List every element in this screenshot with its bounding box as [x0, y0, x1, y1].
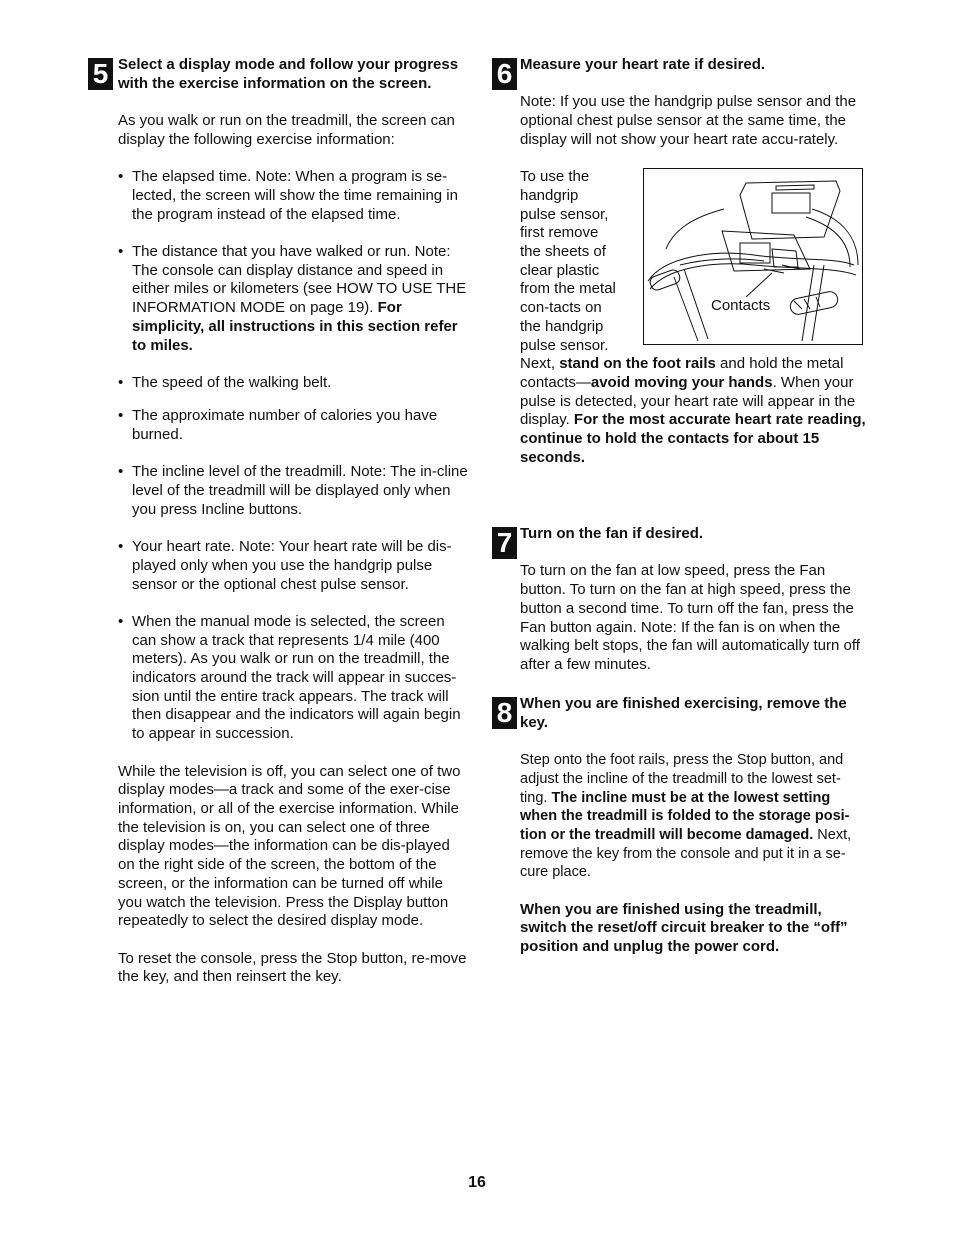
step-6-use-intro: To use the handgrip pulse sensor, first remove the sheets of clear plastic from the metal con-tacts on the handgrip pulse sensor. — [520, 168, 616, 354]
step-number-6: 6 — [492, 58, 517, 90]
step-number-8: 8 — [492, 697, 517, 729]
list-item: • When the manual mode is selected, the screen can show a track that represents 1/4 mile (400 meters). As you walk or run on the treadmill, the indicators around the track will appear in succes-sion until the entire track appears. The track will then disappear and the indicators will again begin to appear in succession. — [118, 612, 461, 743]
list-item: • The elapsed time. Note: When a program is se-lected, the screen will show the time remaining in the program instead of the elapsed time. — [118, 168, 458, 223]
list-item: • The distance that you have walked or run. Note: The console can display distance and speed in either miles or kilometers (see HOW TO USE THE INFORMATION MODE on page 19). For simplicity, all instructions in this section refer to miles. — [118, 242, 467, 354]
handgrip-figure-block — [520, 168, 870, 355]
display-modes-paragraph: While the television is off, you can select one of two display modes—a track and some of the exer-cise information, or all of the exercise information. While the television is on, you can select one of three display modes—the information can be dis-played on the right side of the screen, the bottom of the screen, or the information can be turned off while you watch the television. Press the Display button repeatedly to select the desired display mode. — [118, 762, 461, 930]
step-6-next-paragraph: Next, stand on the foot rails and hold the metal contacts—avoid moving your hands. When your pulse is detected, your heart rate will appear in the display. For the most accurate heart rate reading, continue to hold the contacts for about 15 seconds. — [520, 355, 866, 466]
list-item: • The approximate number of calories you have burned. — [118, 407, 438, 443]
step-7-heading: Turn on the fan if desired. — [520, 525, 704, 542]
step-number-7: 7 — [492, 527, 517, 559]
step-6-note: Note: If you use the handgrip pulse sensor and the optional chest pulse sensor at the same time, the display will not show your heart rate accu-rately. — [520, 93, 857, 148]
treadmill-console-illustration — [644, 169, 862, 344]
step-5-section — [118, 56, 468, 987]
list-item: • The speed of the walking belt. — [118, 373, 332, 391]
step-7-body: To turn on the fan at low speed, press the Fan button. To turn on the fan at high speed, press the button a second time. To turn off the fan, press the Fan button again. Note: If the fan is on when the walking belt stops, the fan will automatically turn off after a few minutes. — [520, 562, 860, 673]
handgrip-pulse-sensor-figure — [643, 168, 863, 345]
list-item: • Your heart rate. Note: Your heart rate will be dis-played only when you use the handgrip pulse sensor or the optional chest pulse sensor. — [118, 538, 452, 593]
step-8-heading: When you are finished exercising, remove the key. — [520, 695, 847, 731]
step-8-body: Step onto the foot rails, press the Stop button, and adjust the incline of the treadmill to the lowest set-ting. The incline must be at the lowest setting when the treadmill is folded to the storage posi-tion or the treadmill will become damaged. Next, remove the key from the console and put it in a se-cure place. — [520, 752, 852, 881]
step-6-heading: Measure your heart rate if desired. — [520, 56, 766, 73]
page-number: 16 — [468, 1174, 486, 1191]
step-number-5: 5 — [88, 58, 113, 90]
list-item: • The incline level of the treadmill. Note: The in-cline level of the treadmill will be displayed only when you press Incline buttons. — [118, 463, 468, 518]
exercise-info-list — [118, 168, 468, 744]
step-5-intro: As you walk or run on the treadmill, the screen can display the following exercise information: — [118, 112, 455, 148]
step-7-section — [520, 525, 870, 675]
contacts-label: Contacts — [711, 297, 771, 315]
step-8-final-warning: When you are finished using the treadmill, switch the reset/off circuit breaker to the “off” position and unplug the power cord. — [520, 900, 848, 956]
step-6-section — [520, 56, 870, 467]
step-5-heading: Select a display mode and follow your progress with the exercise information on the screen. — [118, 56, 459, 92]
step-8-section — [520, 695, 865, 957]
reset-paragraph: To reset the console, press the Stop button, re-move the key, and then reinsert the key. — [118, 949, 467, 986]
